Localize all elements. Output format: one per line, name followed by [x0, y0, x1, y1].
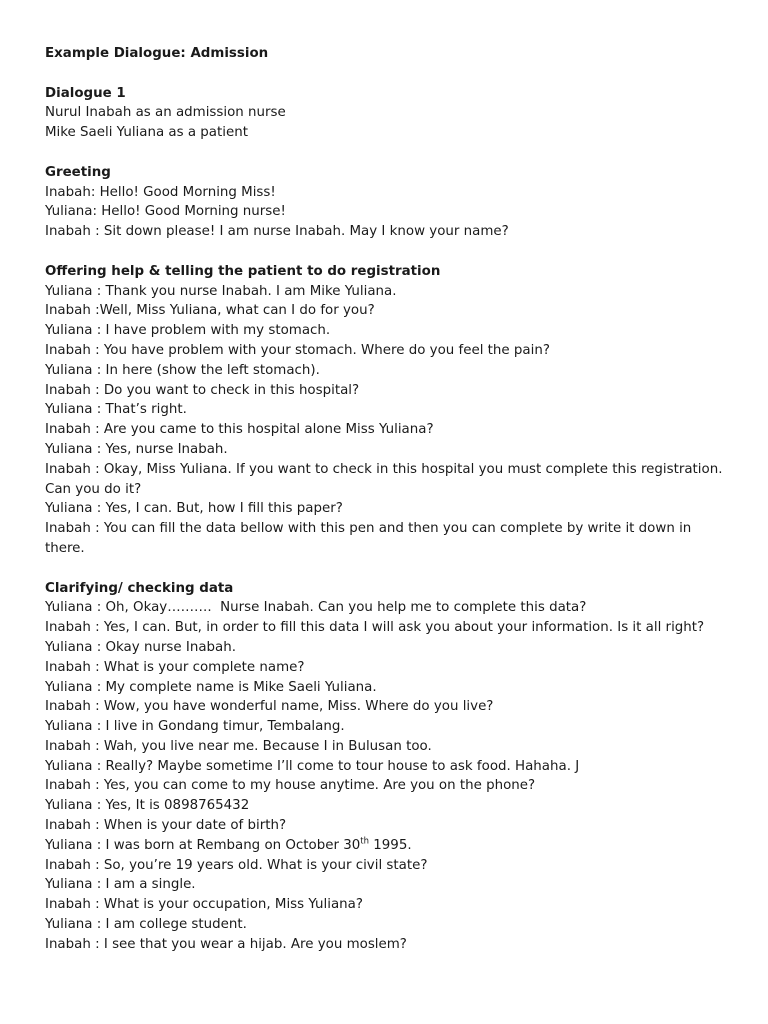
- dialogue-line: Yuliana : I am a single.: [45, 877, 196, 893]
- document-title: Example Dialogue: Admission: [45, 46, 269, 61]
- dialogue-line: Inabah : I see that you wear a hijab. Are you moslem?: [45, 936, 407, 952]
- spacer: [45, 143, 735, 163]
- cast-line: Mike Saeli Yuliana as a patient: [45, 125, 248, 141]
- dialogue-heading: Dialogue 1: [45, 85, 126, 101]
- dialogue-line: Yuliana : Yes, nurse Inabah.: [45, 441, 228, 457]
- dialogue-line: Inabah : You have problem with your stomach. Where do you feel the pain?: [45, 342, 550, 358]
- section-heading: Greeting: [45, 164, 111, 180]
- dialogue-line: Yuliana : In here (show the left stomach).: [45, 362, 320, 378]
- dialogue-line: Inabah : You can fill the data bellow with this pen and then you can complete by write it down in there.: [45, 521, 696, 556]
- section-heading: Offering help & telling the patient to do registration: [45, 263, 441, 279]
- ordinal-suffix: th: [360, 836, 369, 847]
- spacer: [45, 64, 735, 84]
- dialogue-line: Inabah : Yes, I can. But, in order to fill this data I will ask you about your information. Is it all right?: [45, 620, 705, 636]
- dialogue-line: Inabah : When is your date of birth?: [45, 818, 287, 834]
- dialogue-line: Inabah : Yes, you can come to my house anytime. Are you on the phone?: [45, 778, 536, 794]
- dialogue-line: Yuliana : Yes, I can. But, how I fill this paper?: [45, 501, 343, 517]
- birth-line-year: 1995.: [369, 837, 412, 853]
- dialogue-line: Inabah : Are you came to this hospital alone Miss Yuliana?: [45, 422, 434, 438]
- dialogue-line: Yuliana : Okay nurse Inabah.: [45, 639, 236, 655]
- dialogue-line: Inabah : Wow, you have wonderful name, Miss. Where do you live?: [45, 699, 494, 715]
- dialogue-sections: [45, 163, 735, 955]
- dialogue-line: Yuliana : My complete name is Mike Saeli Yuliana.: [45, 679, 377, 695]
- dialogue-line: Yuliana : I am college student.: [45, 917, 247, 933]
- dialogue-line: Inabah :Well, Miss Yuliana, what can I do for you?: [45, 303, 375, 319]
- dialogue-line-birth: [45, 836, 735, 856]
- dialogue-line: Yuliana: Hello! Good Morning nurse!: [45, 204, 286, 220]
- dialogue-line: Yuliana : I have problem with my stomach.: [45, 323, 331, 339]
- dialogue-line: Inabah : Okay, Miss Yuliana. If you want to check in this hospital you must complete this registration. Can you do it?: [45, 461, 727, 497]
- dialogue-line: Inabah : What is your occupation, Miss Yuliana?: [45, 897, 363, 913]
- dialogue-line: Inabah : What is your complete name?: [45, 659, 305, 675]
- dialogue-line: Yuliana : Yes, It is 0898765432: [45, 798, 250, 814]
- dialogue-line: Inabah : Wah, you live near me. Because I in Bulusan too.: [45, 738, 432, 754]
- spacer: [45, 242, 735, 262]
- dialogue-line: Inabah : So, you’re 19 years old. What is your civil state?: [45, 857, 428, 873]
- birth-line-text: Yuliana : I was born at Rembang on October 30: [45, 837, 361, 853]
- dialogue-line: Inabah : Do you want to check in this hospital?: [45, 382, 360, 398]
- dialogue-line: Yuliana : Oh, Okay………. Nurse Inabah. Can you help me to complete this data?: [45, 600, 587, 616]
- dialogue-line: Yuliana : Thank you nurse Inabah. I am Mike Yuliana.: [45, 283, 397, 299]
- dialogue-line: Yuliana : I live in Gondang timur, Tembalang.: [45, 719, 345, 735]
- dialogue-line: Inabah: Hello! Good Morning Miss!: [45, 184, 276, 200]
- dialogue-line: Yuliana : Really? Maybe sometime I’ll come to tour house to ask food. Hahaha. J: [45, 758, 580, 774]
- spacer: [45, 559, 735, 579]
- dialogue-line: Inabah : Sit down please! I am nurse Inabah. May I know your name?: [45, 224, 509, 240]
- document-page: [45, 44, 735, 955]
- section-heading: Clarifying/ checking data: [45, 580, 234, 596]
- cast-line: Nurul Inabah as an admission nurse: [45, 105, 286, 121]
- dialogue-line: Yuliana : That’s right.: [45, 402, 187, 418]
